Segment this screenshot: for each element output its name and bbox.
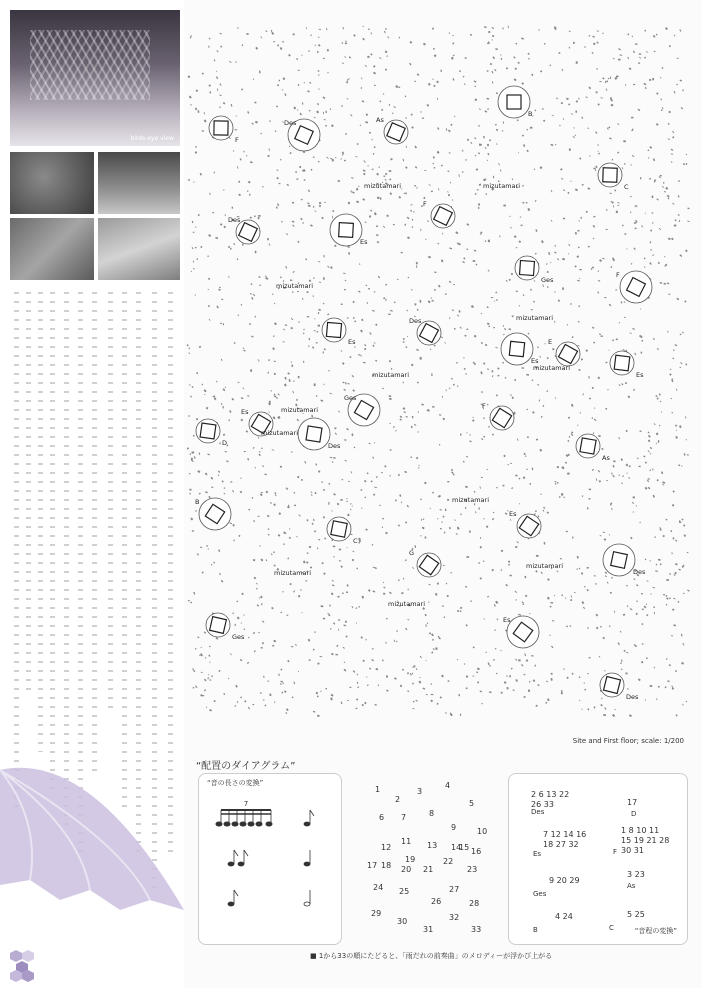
hexagon-logo: [8, 948, 68, 984]
pavilion-label: Es: [503, 616, 511, 624]
puddle-label: mizutamari: [526, 562, 563, 570]
pavilion-label: B: [195, 498, 200, 506]
sequence-number: 17: [367, 861, 378, 870]
puddle-label: mizutamari: [483, 182, 520, 190]
sequence-number: 19: [405, 855, 416, 864]
pavilion-label: C: [353, 537, 358, 545]
pavilion: [576, 434, 600, 458]
pitch-group-tone: D: [631, 810, 637, 818]
sequence-number: 25: [399, 887, 410, 896]
pavilion-label: G: [409, 549, 415, 557]
pitch-group-numbers: 2 6 13 22 26 33: [531, 790, 570, 809]
sequence-number: 31: [423, 925, 434, 934]
pavilion: [199, 498, 231, 530]
birds-eye-photo: [10, 10, 180, 146]
pitch-panel: [508, 773, 688, 945]
pavilion: [327, 517, 351, 541]
puddle-label: mizutamari: [276, 282, 313, 290]
pavilion: [620, 271, 652, 303]
pavilion: [507, 616, 539, 648]
pavilion: [431, 204, 455, 228]
pitch-group-tone: B: [533, 926, 538, 934]
sequence-number: 10: [477, 827, 488, 836]
pitch-group-numbers: 17: [627, 798, 638, 807]
sequence-number: 12: [381, 843, 392, 852]
pavilion-label: Des: [409, 317, 422, 325]
pavilion: [610, 351, 634, 375]
pitch-group-tone: C: [609, 924, 614, 932]
note-length-panel: [198, 773, 342, 945]
pitch-group-tone: Ges: [533, 890, 547, 898]
sequence-number: 33: [471, 925, 482, 934]
pavilion-label: D: [222, 439, 228, 447]
puddle-label: mizutamari: [261, 429, 298, 437]
pavilion: [603, 544, 635, 576]
tree-reflection-photo: [10, 152, 94, 214]
site-caption: Site and First floor; scale: 1/200: [572, 737, 684, 745]
puddle-label: mizutamari: [452, 496, 489, 504]
sequence-number: 11: [401, 837, 412, 846]
text-column: [108, 292, 113, 712]
pavilion-label: As: [376, 116, 384, 124]
sequence-number: 18: [381, 861, 392, 870]
sequence-number: 24: [373, 883, 384, 892]
water-edge-photo: [98, 218, 180, 280]
pitch-group-numbers: 9 20 29: [549, 876, 580, 885]
wet-stone-photo: [10, 218, 94, 280]
pavilion-label: Es: [241, 408, 249, 416]
pavilion: [196, 419, 220, 443]
pavilion: [517, 514, 541, 538]
umbrella-graphic: [0, 760, 184, 960]
pavilion: [498, 86, 533, 118]
sequence-number: 4: [445, 781, 451, 790]
puddle-label: mizutamari: [281, 406, 318, 414]
sequence-number: 16: [471, 847, 482, 856]
pavilion-label: Ges: [541, 276, 554, 284]
sequence-number: 26: [431, 897, 442, 906]
site-plan: [186, 20, 691, 720]
text-column: [122, 292, 127, 812]
pitch-group-numbers: 3 23: [627, 870, 645, 879]
text-column: [64, 292, 69, 832]
pitch-group-tone: Des: [531, 808, 545, 816]
sequence-number: 30: [397, 917, 408, 926]
bottom-note: ■ 1から33の順にたどると、「雨だれの前奏曲」のメロディーが浮かび上がる: [310, 952, 553, 960]
pavilion-label: Des: [284, 119, 297, 127]
pavilion-label: F: [423, 200, 427, 208]
left-column: [0, 0, 184, 988]
pavilion-label: Des: [328, 442, 341, 450]
pitch-group-tone: F: [613, 848, 618, 856]
sequence-panel: [357, 773, 497, 943]
puddle-label: mizutamari: [533, 364, 570, 372]
text-column: [92, 292, 97, 772]
puddle-label: mizutamari: [364, 182, 401, 190]
pitch-group-numbers: 4 24: [555, 912, 573, 921]
pavilion-label: Des: [633, 568, 646, 576]
pavilion: [490, 406, 514, 430]
panel-title: “音の長さの変換”: [207, 779, 264, 787]
pavilion: [330, 214, 362, 246]
pavilion-label: Es: [636, 371, 644, 379]
sequence-number: 27: [449, 885, 460, 894]
rain-photo: [98, 152, 180, 214]
sequence-number: 9: [451, 823, 457, 832]
sequence-number: 5: [469, 799, 475, 808]
sequence-number: 1: [375, 785, 381, 794]
sequence-number: 14: [451, 843, 462, 852]
sequence-number: 3: [417, 787, 423, 796]
pavilion-label: B: [528, 110, 533, 118]
sequence-number: 6: [379, 813, 385, 822]
pavilion: [384, 120, 408, 144]
pavilion-label: As: [602, 454, 610, 462]
text-column: [14, 292, 19, 812]
pavilion-label: Ges: [232, 633, 245, 641]
pavilion: [501, 333, 533, 365]
sequence-number: 2: [395, 795, 401, 804]
pavilion-label: E: [548, 338, 553, 346]
pavilion: [417, 553, 441, 577]
pavilion-label: F: [616, 271, 620, 279]
pavilion-label: Es: [531, 357, 539, 365]
pavilion-label: Ges: [344, 394, 357, 402]
pavilion-label: F: [235, 136, 239, 144]
sequence-number: 8: [429, 809, 435, 818]
pavilion: [598, 163, 622, 187]
pitch-group-numbers: 1 8 10 11 15 19 21 28 30 31: [621, 826, 670, 855]
sequence-number: 32: [449, 913, 460, 922]
text-column: [26, 292, 31, 692]
sequence-number: 13: [427, 841, 438, 850]
puddle-label: mizutamari: [372, 371, 409, 379]
pavilion: [556, 342, 580, 366]
beat-number: 7: [243, 800, 249, 808]
pavilion: [322, 318, 346, 342]
pavilion-label: Des: [626, 693, 639, 701]
birds-eye-caption: birds-eye view: [130, 135, 174, 142]
pavilion-label: C: [624, 183, 629, 191]
note-conversion-graphic: [211, 794, 331, 934]
pitch-group-numbers: 5 25: [627, 910, 645, 919]
puddle-label: mizutamari: [516, 314, 553, 322]
pitch-group-numbers: 7 12 14 16 18 27 32: [543, 830, 587, 849]
sequence-number: 15: [459, 843, 470, 852]
sequence-number: 23: [467, 865, 478, 874]
sequence-number: 21: [423, 865, 434, 874]
pavilion: [515, 256, 539, 280]
sequence-number: 29: [371, 909, 382, 918]
sequence-number: 7: [401, 813, 407, 822]
pavilion: [600, 673, 624, 697]
pavilion-label: Es: [360, 238, 368, 246]
sequence-number: 20: [401, 865, 412, 874]
pavilion-label: Es: [348, 338, 356, 346]
sequence-number: 28: [469, 899, 480, 908]
pavilion-label: F: [482, 402, 486, 410]
puddle-label: mizutamari: [388, 600, 425, 608]
diagram-title: “配置のダイアグラム”: [196, 761, 296, 772]
pavilion-label: Des: [228, 216, 241, 224]
panel-title: “音程の変換”: [634, 927, 677, 935]
pavilion: [298, 418, 330, 450]
pavilion: [209, 116, 233, 140]
pavilion: [206, 613, 230, 637]
pavilion-label: Es: [509, 510, 517, 518]
pitch-group-tone: Es: [533, 850, 542, 858]
text-column: [50, 292, 55, 792]
puddle-label: mizutamari: [274, 569, 311, 577]
text-column: [38, 292, 43, 752]
pitch-group-tone: As: [627, 882, 636, 890]
sequence-number: 22: [443, 857, 454, 866]
